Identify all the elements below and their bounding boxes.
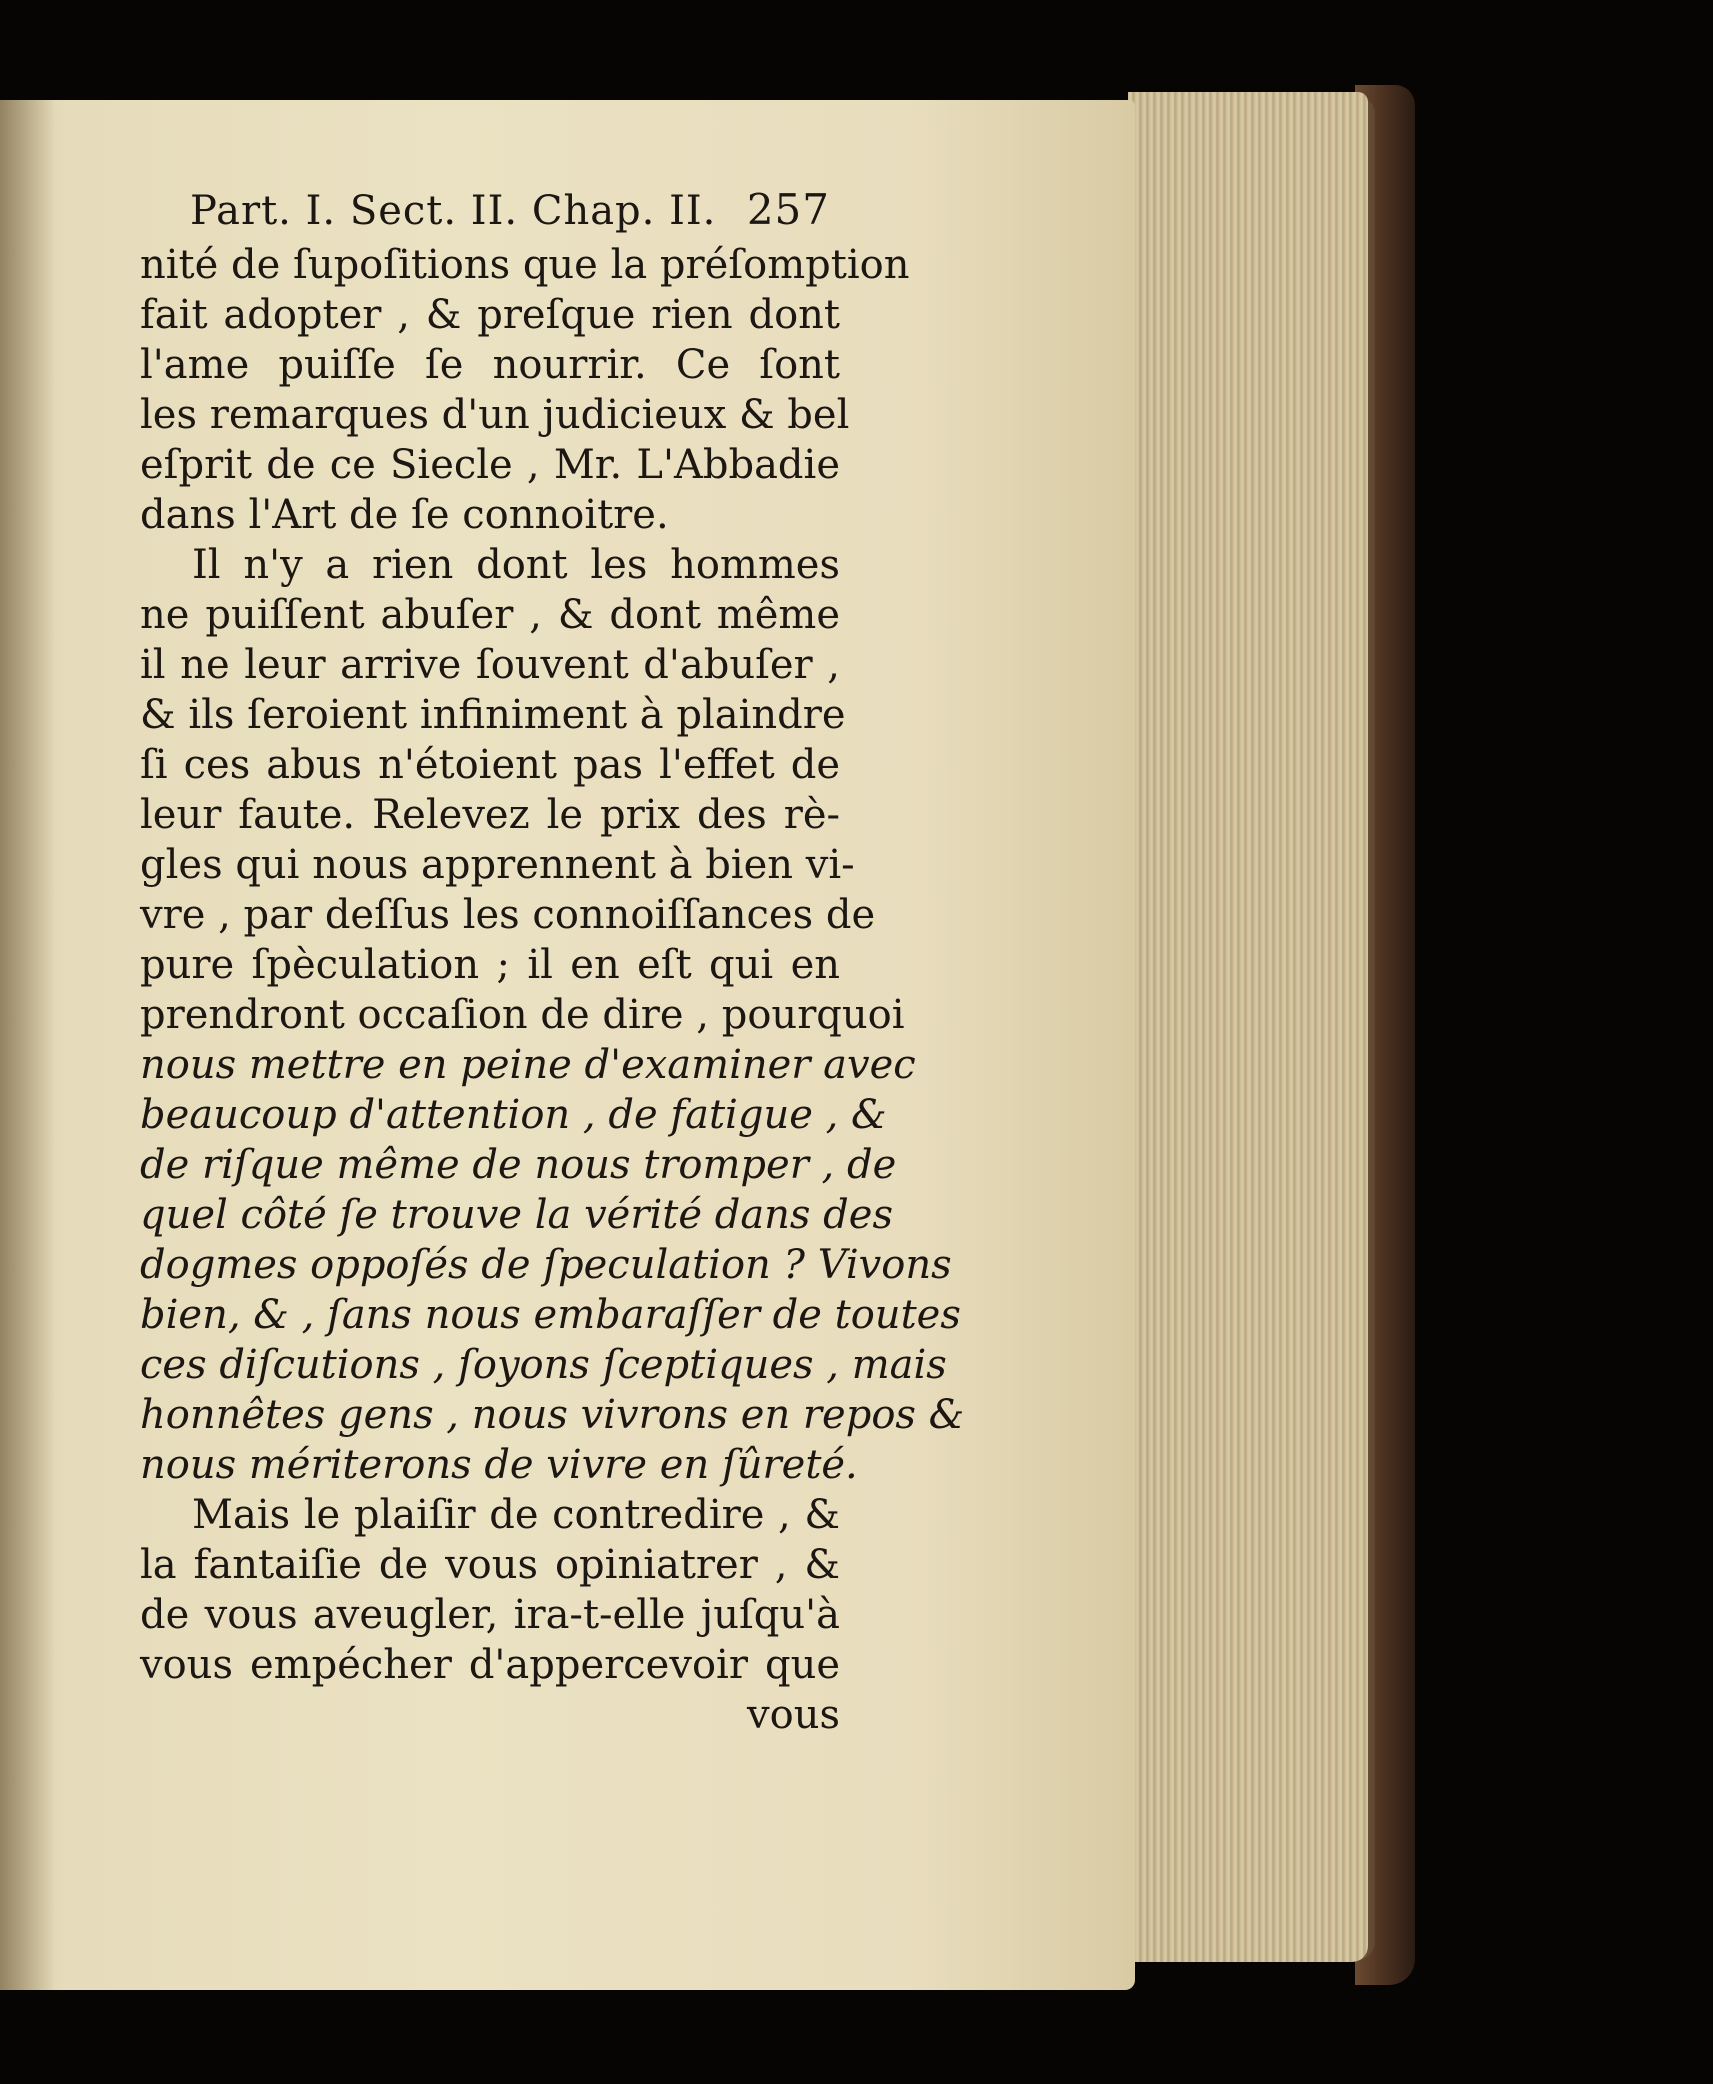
text-line: pure ſpèculation ; il en eſt qui en [140, 942, 840, 988]
text-line: l'ame puiſſe ſe nourrir. Ce ſont [140, 342, 840, 388]
text-line: gles qui nous apprennent à bien vi- [140, 842, 855, 888]
text-line: Il n'y a rien dont les hommes [192, 542, 840, 588]
page-number: 257 [746, 185, 830, 234]
page-block-edges [1128, 92, 1368, 1962]
text-line: bien, & , ſans nous embaraſſer de toutes [140, 1292, 961, 1338]
text-line: nité de ſupoſitions que la préſomption [140, 242, 910, 288]
text-line: honnêtes gens , nous vivrons en repos & [140, 1392, 965, 1438]
text-line: les remarques d'un judicieux & bel [140, 392, 850, 438]
text-line: de vous aveugler, ira-t-elle juſqu'à [140, 1592, 840, 1638]
catchword: vous [747, 1692, 840, 1738]
text-line: Mais le plaiſir de contredire , & [192, 1492, 840, 1538]
spine-shadow [0, 100, 55, 1990]
text-line: eſprit de ce Siecle , Mr. L'Abbadie [140, 442, 840, 488]
text-line: nous mettre en peine d'examiner avec [140, 1042, 916, 1088]
text-line: nous mériterons de vivre en ſûreté. [140, 1442, 858, 1488]
text-line: ſi ces abus n'étoient pas l'effet de [140, 742, 840, 788]
text-line: beaucoup d'attention , de fatigue , & [140, 1092, 887, 1138]
text-line: quel côté ſe trouve la vérité dans des [140, 1192, 893, 1238]
text-line: il ne leur arrive ſouvent d'abuſer , [140, 642, 840, 688]
text-line: dogmes oppoſés de ſpeculation ? Vivons [140, 1242, 952, 1288]
text-line: la fantaiſie de vous opiniatrer , & [140, 1542, 840, 1588]
page-header [190, 185, 840, 236]
text-line: leur faute. Relevez le prix des rè- [140, 792, 840, 838]
text-line: prendront occaſion de dire , pourquoi [140, 992, 905, 1038]
text-line: ces diſcutions , ſoyons ſceptiques , mais [140, 1342, 947, 1388]
text-line: vous empécher d'appercevoir que [140, 1642, 840, 1688]
text-line: de riſque même de nous tromper , de [140, 1142, 897, 1188]
text-line: dans l'Art de ſe connoitre. [140, 492, 669, 538]
text-line: & ils ſeroient infiniment à plaindre [140, 692, 846, 738]
text-line: fait adopter , & preſque rien dont [140, 292, 840, 338]
page-text-block [140, 185, 965, 1740]
text-line: vre , par deſſus les connoiſſances de [140, 892, 876, 938]
running-head: Part. I. Sect. II. Chap. II. [190, 188, 717, 234]
text-line: ne puiſſent abuſer , & dont même [140, 592, 840, 638]
